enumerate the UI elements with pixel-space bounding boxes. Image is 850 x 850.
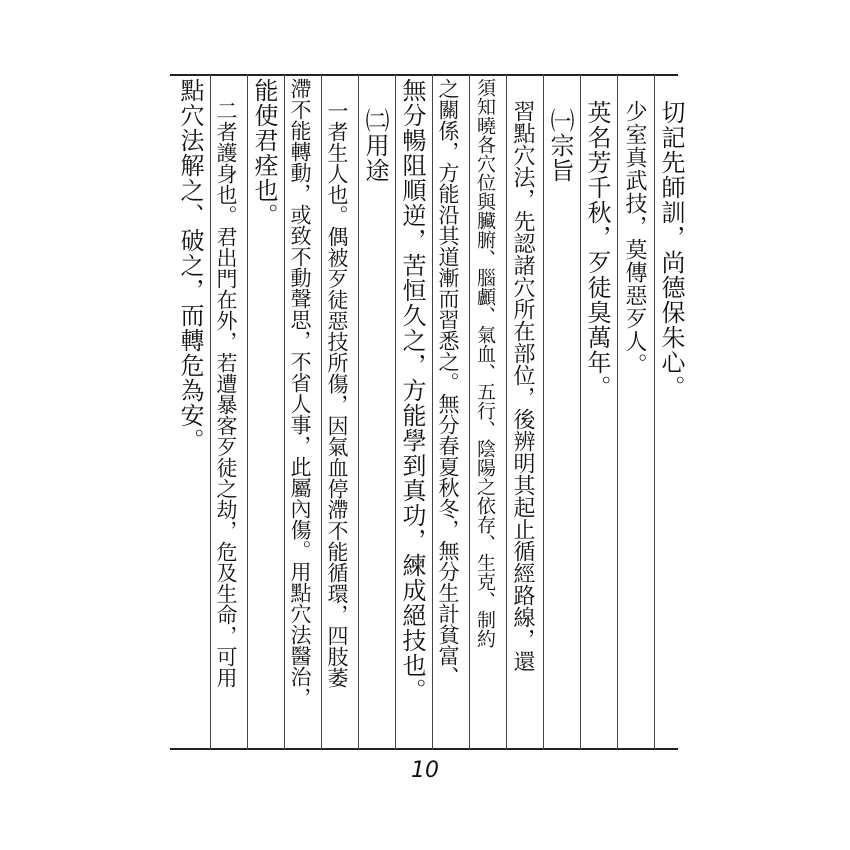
section-heading-purpose: ㈠宗旨 bbox=[546, 108, 574, 183]
text-column-1: 切記先師訓，尚德保朱心。 bbox=[657, 100, 685, 400]
text-column-3: 英名芳千秋，歹徒臭萬年。 bbox=[583, 100, 611, 400]
text-column-10: 一者生人也。偶被歹徒惡技所傷，因氣血停滯不能循環，四肢萎 bbox=[325, 100, 349, 688]
page-number: 10 bbox=[411, 758, 439, 783]
text-column-12: 能使君痊也。 bbox=[250, 78, 278, 228]
text-column-2: 少室真武技，莫傳惡歹人。 bbox=[622, 100, 647, 376]
text-column-13: 二者護身也。君出門在外，若遭暴客歹徒之劫，危及生命，可用 bbox=[214, 100, 238, 688]
text-column-5: 習點穴法，先認諸穴所在部位，後辨明其起止循經路線，還 bbox=[510, 100, 535, 672]
text-column-11: 滯不能轉動，或致不動聲思，不省人事，此屬內傷。用點穴法醫治， bbox=[288, 78, 312, 708]
text-column-7: 之關係，方能沿其道漸而習悉之。無分春夏秋冬，無分生計貧富、 bbox=[436, 78, 460, 687]
section-heading-uses: ㈡用途 bbox=[361, 108, 389, 183]
text-column-6: 須知曉各穴位與臟腑、腦顱、氣血、五行、陰陽之依存、生克、制約 bbox=[474, 78, 496, 648]
text-column-8: 無分暢阻順逆，苦恒久之，方能學到真功，練成絕技也。 bbox=[398, 78, 426, 703]
text-column-14: 點穴法解之、破之，而轉危為安。 bbox=[176, 78, 204, 453]
